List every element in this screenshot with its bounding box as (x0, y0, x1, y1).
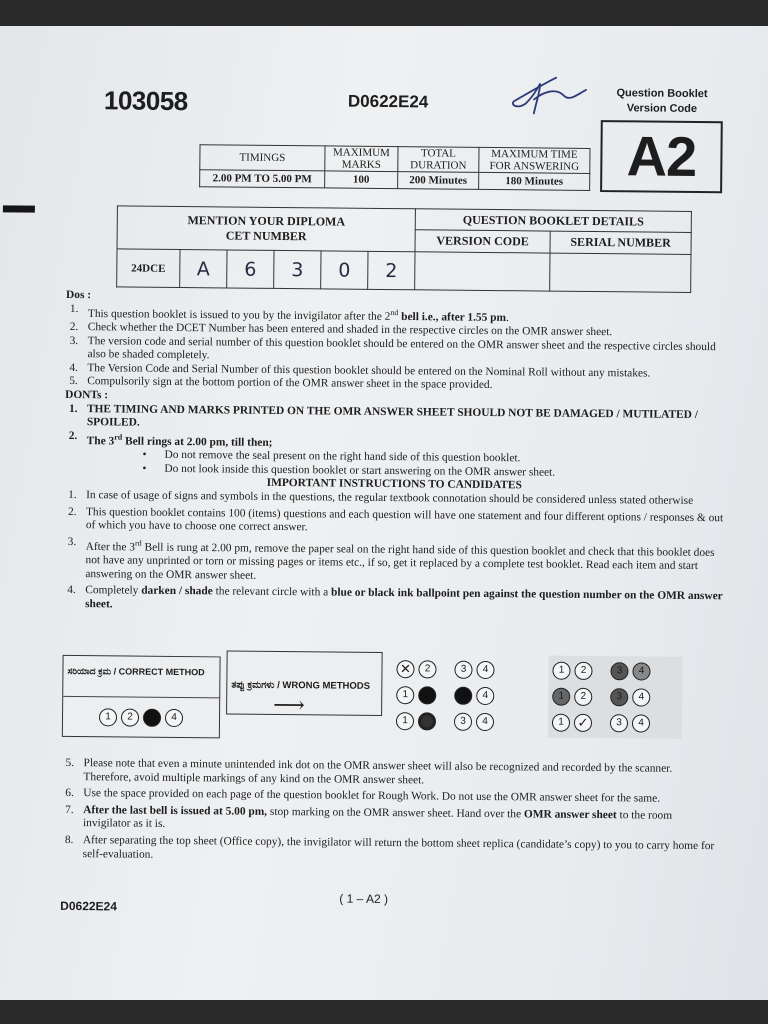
item-text: The Version Code and Serial Number of this question booklet should be entered on the Nominal Roll without any mistakes. (87, 361, 651, 380)
instruction-item (61, 757, 721, 791)
booklet-details-header: QUESTION BOOKLET DETAILS (415, 209, 691, 233)
item-text: After the 3 (85, 540, 136, 554)
omr-circle: 4 (632, 689, 650, 707)
item-text: The version code and serial number of this question booklet should be entered on the OMR answer sheet and the respective circles should also be shaded completely. (87, 334, 716, 362)
omr-marking-examples (62, 651, 723, 747)
item-text: the relevant circle with a (212, 585, 332, 599)
header-text: MAXIMUM TIME (491, 148, 578, 161)
instructions-heading: IMPORTANT INSTRUCTIONS TO CANDIDATES (266, 477, 522, 492)
answer-time-header-cell (479, 147, 590, 173)
item-text: Completely (85, 584, 142, 597)
omr-circle-filled: 3 (454, 687, 472, 705)
omr-circle-filled: 2 (418, 687, 436, 705)
omr-circle: 4 (476, 687, 494, 705)
cet-number-table (116, 205, 692, 293)
omr-circle: 4 (165, 709, 183, 727)
item-number: 3. (69, 334, 79, 347)
item-number: 6. (65, 787, 74, 800)
omr-circle: 1 (396, 712, 414, 730)
booklet-serial-number: 103058 (103, 85, 188, 117)
omr-circle-ticked: ✓ (574, 714, 592, 732)
omr-circle: 1 (99, 709, 117, 727)
omr-circle: 2 (418, 661, 436, 679)
version-code-label (606, 86, 718, 117)
correct-method-box (62, 655, 221, 739)
instruction-item (63, 536, 723, 588)
serial-number-col: SERIAL NUMBER (550, 231, 691, 254)
instruction-item (61, 834, 721, 868)
margin-mark (3, 205, 35, 212)
item-bold-text: After the last bell is issued at 5.00 pm, (83, 803, 268, 818)
omr-circle-partial: 2 (418, 713, 436, 731)
superscript: rd (114, 432, 123, 442)
correct-method-label: ಸರಿಯಾದ ಕ್ರಮ / CORRECT METHOD (67, 665, 205, 678)
item-text: This question booklet contains 100 (items) questions and each question will have one statement and four different options / responses & out of which you have to choose one correct answer. (85, 505, 724, 534)
item-text: to the room invigilator as it is. (82, 809, 673, 831)
header-text: MAXIMUM (332, 146, 390, 160)
item-text: stop marking on the OMR answer sheet. Hand over the (267, 805, 524, 821)
booklet-code: D0622E24 (347, 91, 429, 112)
header-text: DURATION (410, 159, 467, 172)
item-number: 1. (68, 488, 77, 501)
omr-circle: 3 (610, 715, 628, 733)
wrong-method-label: ತಪ್ಪು ಕ್ರಮಗಳು / WRONG METHODS (231, 679, 371, 692)
wrong-examples-col1 (394, 656, 497, 735)
version-label-line2: Version Code (626, 102, 698, 115)
header-text: TOTAL (420, 147, 456, 160)
superscript: nd (390, 307, 399, 317)
omr-circle: 1 (552, 714, 570, 732)
omr-circle-partial: 3 (610, 689, 628, 707)
version-code-col: VERSION CODE (415, 230, 550, 253)
invigilator-signature (504, 69, 594, 120)
omr-circle: 1 (552, 662, 570, 680)
item-number: 1. (68, 402, 78, 415)
dos-heading: Dos : (66, 288, 92, 302)
item-text: Please note that even a minute unintended ink dot on the OMR answer sheet will also be recognized and recorded by the scanner. Therefore, avoid multiple markings of any kind on the OMR answer sheet. (83, 757, 673, 786)
cet-value-row (117, 249, 691, 293)
arrow-icon: ⟶ (273, 691, 305, 718)
donts-bullet: • Do not remove the seal present on the right hand side of this question booklet. (64, 448, 724, 468)
instruction-item (64, 505, 724, 539)
marks-header-cell (325, 146, 398, 172)
item-bold-text: darken / shade (141, 584, 213, 598)
cet-header-row (117, 206, 691, 233)
instructions-body (63, 289, 726, 618)
header-text: TIMINGS (239, 151, 286, 165)
duration-header-cell (398, 147, 479, 173)
item-number: 1. (69, 302, 79, 315)
omr-circle: 1 (396, 686, 414, 704)
cet-digit: A (180, 250, 227, 288)
item-text: Compulsorily sign at the bottom portion of the OMR answer sheet in the space provided. (87, 375, 493, 392)
instruction-item (63, 584, 723, 618)
item-text: . (505, 311, 509, 324)
item-text: The 3 (86, 434, 115, 447)
item-number: 3. (67, 535, 77, 548)
omr-circle: 4 (476, 661, 494, 679)
donts-heading: DONTs : (65, 388, 109, 402)
cet-digit: 0 (321, 251, 368, 289)
omr-circle: 3 (454, 661, 472, 679)
omr-circle: 4 (476, 713, 494, 731)
timings-value: 2.00 PM TO 5.00 PM (200, 170, 325, 188)
omr-circle: 4 (632, 715, 650, 733)
version-code-value (415, 252, 550, 291)
item-text: THE TIMING AND MARKS PRINTED ON THE OMR ANSWER SHEET SHOULD NOT BE DAMAGED / MUTILATED / SPOILED. (86, 402, 699, 429)
correct-example (97, 708, 185, 727)
item-number: 4. (69, 361, 78, 374)
version-code-box: A2 (600, 120, 723, 193)
cet-digit: 3 (274, 250, 321, 288)
answer-time-value: 180 Minutes (479, 172, 590, 190)
wrong-examples-col2 (548, 656, 683, 739)
wrong-method-box (226, 650, 383, 718)
marks-value: 100 (325, 171, 398, 189)
cet-header-line2: CET NUMBER (225, 228, 307, 244)
omr-circle: 2 (574, 662, 592, 680)
timings-table (199, 144, 590, 191)
item-number: 4. (67, 584, 76, 597)
item-number: 2. (68, 429, 78, 442)
superscript: rd (135, 538, 142, 548)
item-number: 5. (65, 756, 75, 770)
cet-digit: 2 (368, 251, 415, 289)
timings-header-row (200, 145, 590, 174)
item-text: After separating the top sheet (Office copy), the invigilator will return the bottom sheet replica (candidate’s copy) to you to carry home for self-evaluation. (82, 834, 715, 861)
item-number: 8. (64, 833, 74, 847)
cet-digit: 6 (227, 250, 274, 288)
omr-circle: 2 (574, 688, 592, 706)
omr-circle: 3 (454, 713, 472, 731)
question-booklet-cover (0, 26, 768, 1000)
serial-number-value (550, 253, 691, 292)
item-number: 2. (67, 505, 77, 518)
omr-circle-partial: 4 (632, 663, 650, 681)
timings-value-row (200, 170, 590, 191)
timings-header-cell (200, 145, 325, 171)
item-number: 2. (69, 320, 79, 334)
instructions-body-continued (61, 757, 722, 867)
version-label-line1: Question Booklet (616, 87, 708, 101)
item-text: Bell is rung at 2.00 pm, remove the paper seal on the right hand side of this question booklet and check that this booklet does not have any unprinted or torn or missing pages or items etc., if so, get it replaced by a complete test booklet. Read each item and start answering on the OMR answer sheet. (85, 541, 715, 582)
omr-circle: 2 (121, 709, 139, 727)
instruction-item (61, 804, 721, 838)
omr-circle-partial: 3 (610, 663, 628, 681)
header-text: FOR ANSWERING (489, 159, 580, 173)
duration-value: 200 Minutes (398, 172, 479, 190)
item-bold-text: OMR answer sheet (523, 808, 617, 822)
item-bold-text: bell i.e., after 1.55 pm (398, 310, 507, 324)
omr-circle-filled: 3 (143, 709, 161, 727)
donts-bullet: • Do not look inside this question booklet or start answering on the OMR answer sheet. (64, 462, 724, 482)
omr-circle-partial: 1 (552, 688, 570, 706)
item-bold-text: blue or black ink ballpoint pen against the question number on the OMR answer sheet. (85, 586, 723, 611)
item-text: This question booklet is issued to you by the invigilator after the 2 (87, 307, 391, 323)
cet-header (117, 206, 415, 252)
footer-booklet-code: D0622E24 (60, 898, 117, 914)
page-number: ( 1 – A2 ) (339, 891, 389, 907)
item-number: 7. (65, 803, 74, 816)
omr-circle-crossed: ✕ (396, 660, 414, 678)
item-text: Bell rings at 2.00 pm, till then; (122, 435, 273, 449)
item-text: Use the space provided on each page of the question booklet for Rough Work. Do not use the OMR answer sheet for the same. (83, 787, 661, 805)
cet-header-line1: MENTION YOUR DIPLOMA (187, 213, 346, 229)
item-text: In case of usage of signs and symbols in the questions, the regular textbook connotation should be considered unless stated otherwise (86, 489, 694, 507)
item-number: 5. (69, 375, 78, 388)
item-text: Check whether the DCET Number has been entered and shaded in the respective circles on the OMR answer sheet. (87, 321, 613, 339)
cet-prefix: 24DCE (117, 249, 180, 288)
header-text: MARKS (341, 158, 381, 171)
